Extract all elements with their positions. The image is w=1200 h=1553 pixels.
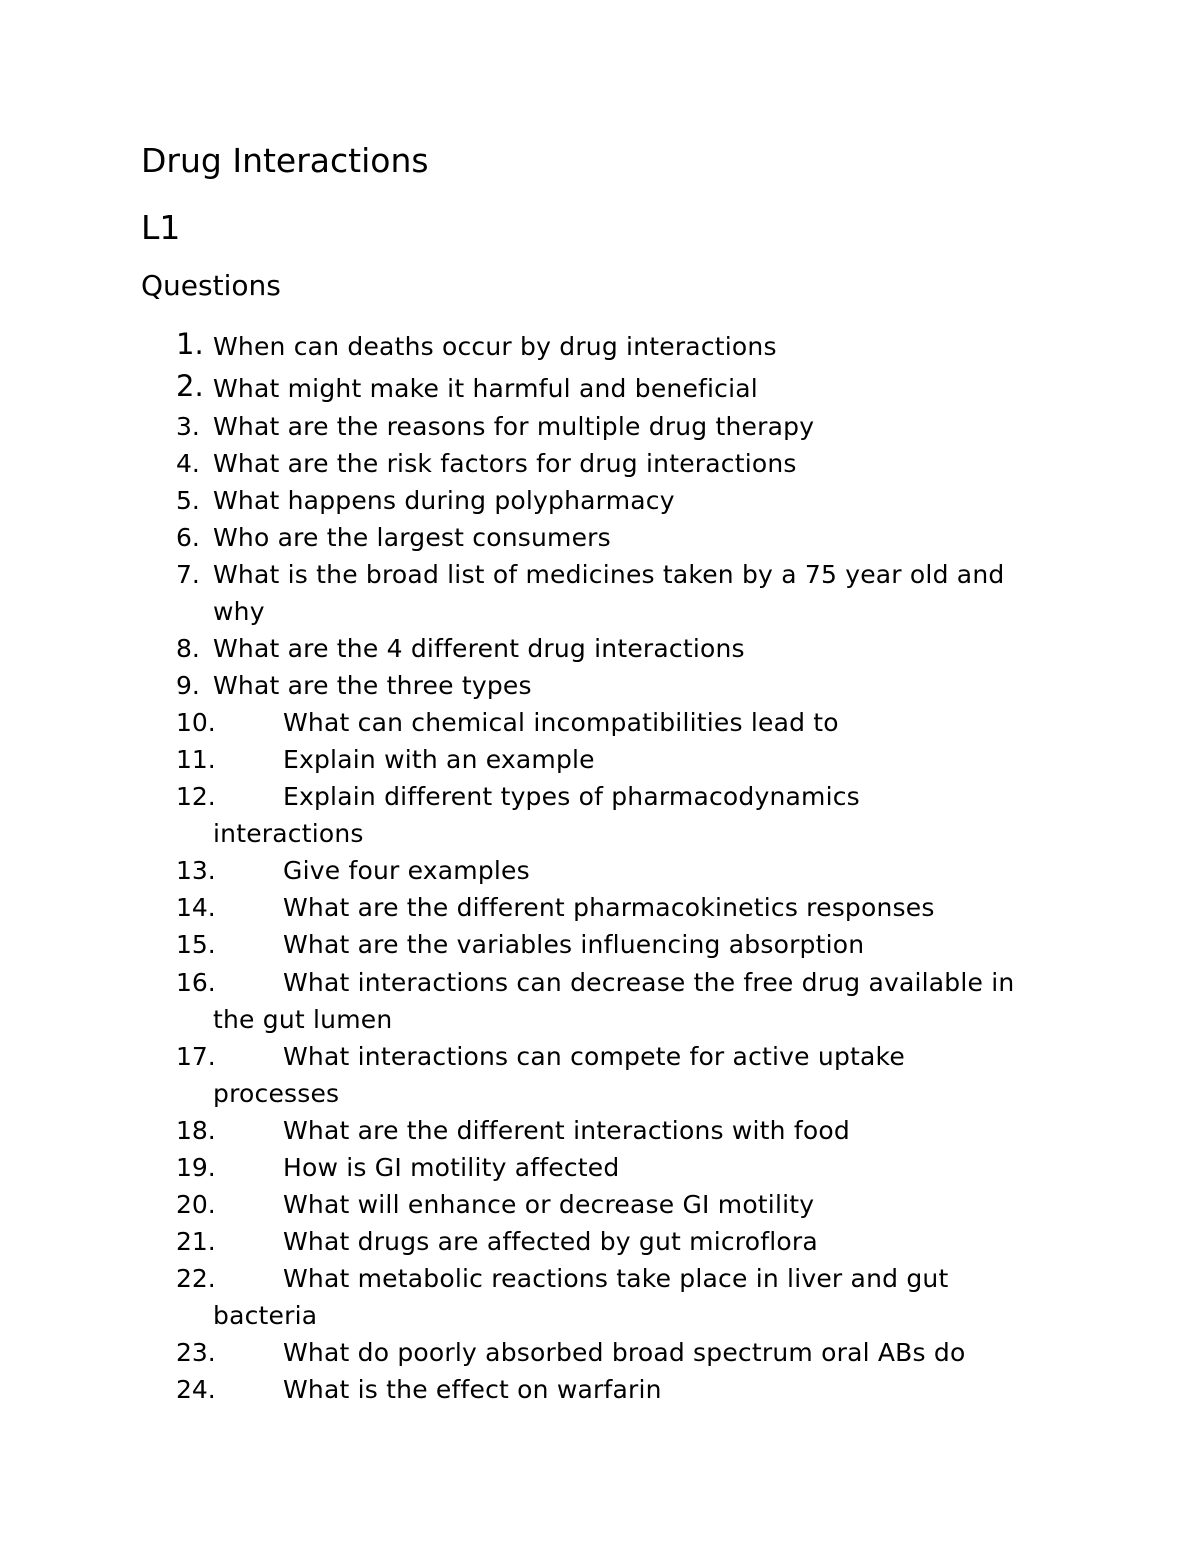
- question-number: 19.: [176, 1153, 216, 1182]
- document-subtitle: L1: [141, 208, 181, 247]
- question-number: 15.: [176, 930, 216, 959]
- question-number: 18.: [176, 1116, 216, 1145]
- question-number: 9.: [176, 671, 200, 700]
- question-number: 24.: [176, 1375, 216, 1404]
- question-number: 4.: [176, 449, 200, 478]
- section-heading: Questions: [141, 269, 281, 302]
- question-text: What are the three types: [213, 671, 532, 700]
- question-text: What happens during polypharmacy: [213, 486, 675, 515]
- question-text: What can chemical incompatibilities lead to: [283, 708, 839, 737]
- question-text: What might make it harmful and beneficial: [213, 374, 758, 403]
- question-text: What are the 4 different drug interactions: [213, 634, 745, 663]
- question-text: What is the effect on warfarin: [283, 1375, 662, 1404]
- question-text: Who are the largest consumers: [213, 523, 611, 552]
- question-number: 22.: [176, 1264, 216, 1293]
- question-text: Explain with an example: [283, 745, 595, 774]
- question-text: What are the different pharmacokinetics responses: [283, 893, 935, 922]
- question-text: Give four examples: [283, 856, 530, 885]
- question-text: When can deaths occur by drug interactions: [213, 332, 777, 361]
- question-text: What drugs are affected by gut microflora: [283, 1227, 818, 1256]
- question-number: 3.: [176, 412, 200, 441]
- question-text: Explain different types of pharmacodynamics interactions: [213, 782, 860, 848]
- question-number: 2.: [176, 369, 204, 403]
- document-title: Drug Interactions: [141, 141, 429, 180]
- question-number: 7.: [176, 560, 200, 589]
- question-text: What are the reasons for multiple drug therapy: [213, 412, 815, 441]
- question-number: 10.: [176, 708, 216, 737]
- question-text: What are the different interactions with food: [283, 1116, 850, 1145]
- question-text: What interactions can decrease the free drug available in the gut lumen: [213, 968, 1015, 1034]
- question-text: What metabolic reactions take place in liver and gut bacteria: [213, 1264, 949, 1330]
- question-text: What are the variables influencing absorption: [283, 930, 865, 959]
- question-text: What are the risk factors for drug interactions: [213, 449, 797, 478]
- question-number: 5.: [176, 486, 200, 515]
- question-number: 1.: [176, 327, 204, 361]
- question-number: 20.: [176, 1190, 216, 1219]
- question-number: 21.: [176, 1227, 216, 1256]
- question-text: How is GI motility affected: [283, 1153, 620, 1182]
- question-text: What will enhance or decrease GI motility: [283, 1190, 815, 1219]
- question-number: 6.: [176, 523, 200, 552]
- question-number: 12.: [176, 782, 216, 811]
- question-number: 16.: [176, 968, 216, 997]
- question-number: 23.: [176, 1338, 216, 1367]
- question-text: What do poorly absorbed broad spectrum oral ABs do: [283, 1338, 966, 1367]
- question-number: 14.: [176, 893, 216, 922]
- question-number: 17.: [176, 1042, 216, 1071]
- question-number: 13.: [176, 856, 216, 885]
- question-text: What interactions can compete for active uptake processes: [213, 1042, 905, 1108]
- question-number: 11.: [176, 745, 216, 774]
- question-text: What is the broad list of medicines taken by a 75 year old and why: [213, 560, 1005, 626]
- question-number: 8.: [176, 634, 200, 663]
